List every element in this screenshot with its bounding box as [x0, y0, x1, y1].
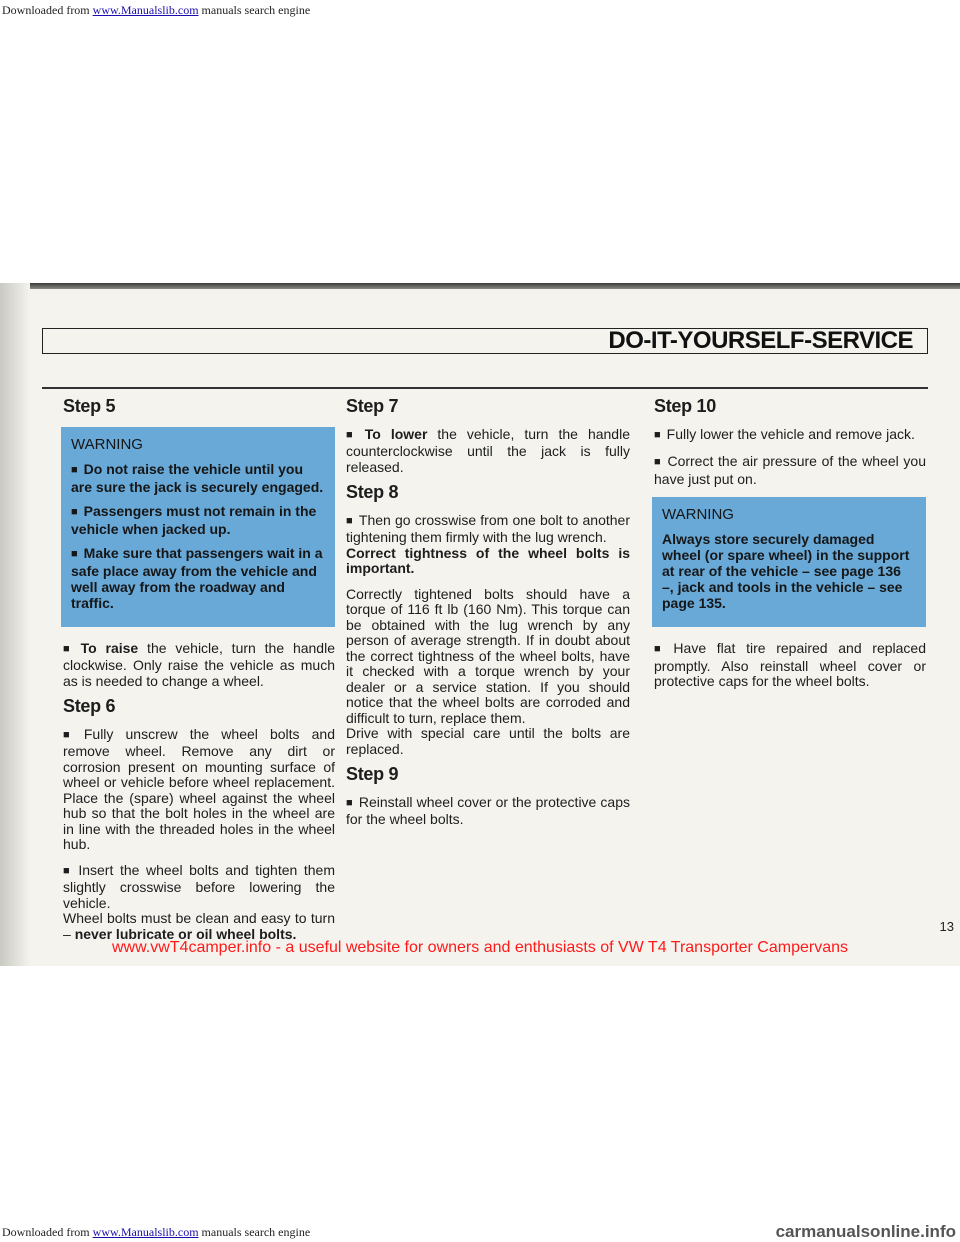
step6-paragraph-2: ■ Insert the wheel bolts and tighten them slightly crosswise before lowering the vehicle. — [63, 863, 335, 912]
section-title: DO-IT-YOURSELF-SERVICE — [608, 327, 913, 354]
step8-paragraph-2: Correctly tightened bolts should have a torque of 116 ft lb (160 Nm). This torque can be obtained with the lug wrench by any person of average strength. If in doubt about the correct tightness of the wheel bolts, have it checked with a torque wrench by your dealer or a service station. If you should notice that the wheel bolts are corroded and difficult to turn, replace them. — [346, 585, 630, 726]
step5-heading: Step 5 — [63, 396, 116, 416]
manualslib-link[interactable]: www.Manualslib.com — [92, 3, 199, 17]
raise-instruction: ■ To raise the vehicle, turn the handle clockwise. Only raise the vehicle as much as is needed to change a wheel. — [63, 641, 335, 690]
step9-heading: Step 9 — [346, 764, 399, 784]
step6-paragraph-3: Wheel bolts must be clean and easy to turn – never lubricate or oil wheel bolts. — [63, 910, 335, 942]
warning-item: ■ Make sure that passengers wait in a safe place away from the vehicle and well away from the roadway and traffic. — [71, 545, 325, 611]
manualslib-footer-link[interactable]: www.Manualslib.com — [92, 1225, 199, 1239]
top-download-bar: Downloaded from www.Manualslib.com manuals search engine — [2, 3, 311, 17]
step10-paragraph-3: ■ Have flat tire repaired and replaced promptly. Also reinstall wheel cover or protective caps for the wheel bolts. — [654, 641, 926, 690]
column-right — [654, 397, 926, 700]
lower-instruction: ■ To lower the vehicle, turn the handle counterclockwise until the jack is fully released. — [346, 427, 630, 476]
step8-heading: Step 8 — [346, 482, 399, 502]
warning-box-storage — [652, 497, 926, 627]
step9-paragraph-1: ■ Reinstall wheel cover or the protective caps for the wheel bolts. — [346, 795, 630, 828]
step10-paragraph-2: ■ Correct the air pressure of the wheel you have just put on. — [654, 454, 926, 487]
step10-paragraph-1: ■ Fully lower the vehicle and remove jack. — [654, 427, 926, 445]
page-number: 13 — [939, 919, 954, 934]
step6-heading: Step 6 — [63, 696, 116, 716]
bottom-download-bar: Downloaded from www.Manualslib.com manuals search engine carmanualsonline.info — [2, 1222, 956, 1241]
warning-box-jack — [61, 427, 335, 627]
warning-item: ■ Do not raise the vehicle until you are sure the jack is securely engaged. — [71, 461, 325, 495]
warning-title: WARNING — [71, 435, 143, 453]
site-banner[interactable]: www.vwT4camper.info - a useful website for owners and enthusiasts of VW T4 Transporter Campervans — [111, 939, 849, 956]
header-rule — [42, 387, 928, 389]
carmanuals-watermark: carmanualsonline.info — [775, 1222, 956, 1241]
step7-heading: Step 7 — [346, 396, 399, 416]
warning-text: Always store securely damaged wheel (or spare wheel) in the support at rear of the vehicle – see page 136 –, jack and tools in the vehicle – see page 135. — [662, 531, 910, 611]
section-header-box — [42, 328, 928, 354]
column-middle — [346, 397, 630, 838]
warning-item: ■ Passengers must not remain in the vehicle when jacked up. — [71, 503, 325, 537]
manual-page — [0, 283, 960, 966]
page-binding-shade — [0, 283, 30, 966]
column-left — [63, 397, 335, 952]
step8-paragraph-1: ■ Then go crosswise from one bolt to another tightening them firmly with the lug wrench. Correct tightness of the wheel bolts is important. — [346, 513, 630, 577]
warning-title: WARNING — [662, 506, 734, 523]
step6-paragraph-1: ■ Fully unscrew the wheel bolts and remove wheel. Remove any dirt or corrosion present on mounting surface of wheel or vehicle before wheel replacement. Place the (spare) wheel against the wheel hub so that the bolt holes in the wheel are in line with the threaded holes in the wheel hub. — [63, 727, 335, 853]
step10-heading: Step 10 — [654, 396, 716, 416]
page-top-edge — [0, 283, 960, 289]
step8-paragraph-3: Drive with special care until the bolts are replaced. — [346, 725, 630, 757]
